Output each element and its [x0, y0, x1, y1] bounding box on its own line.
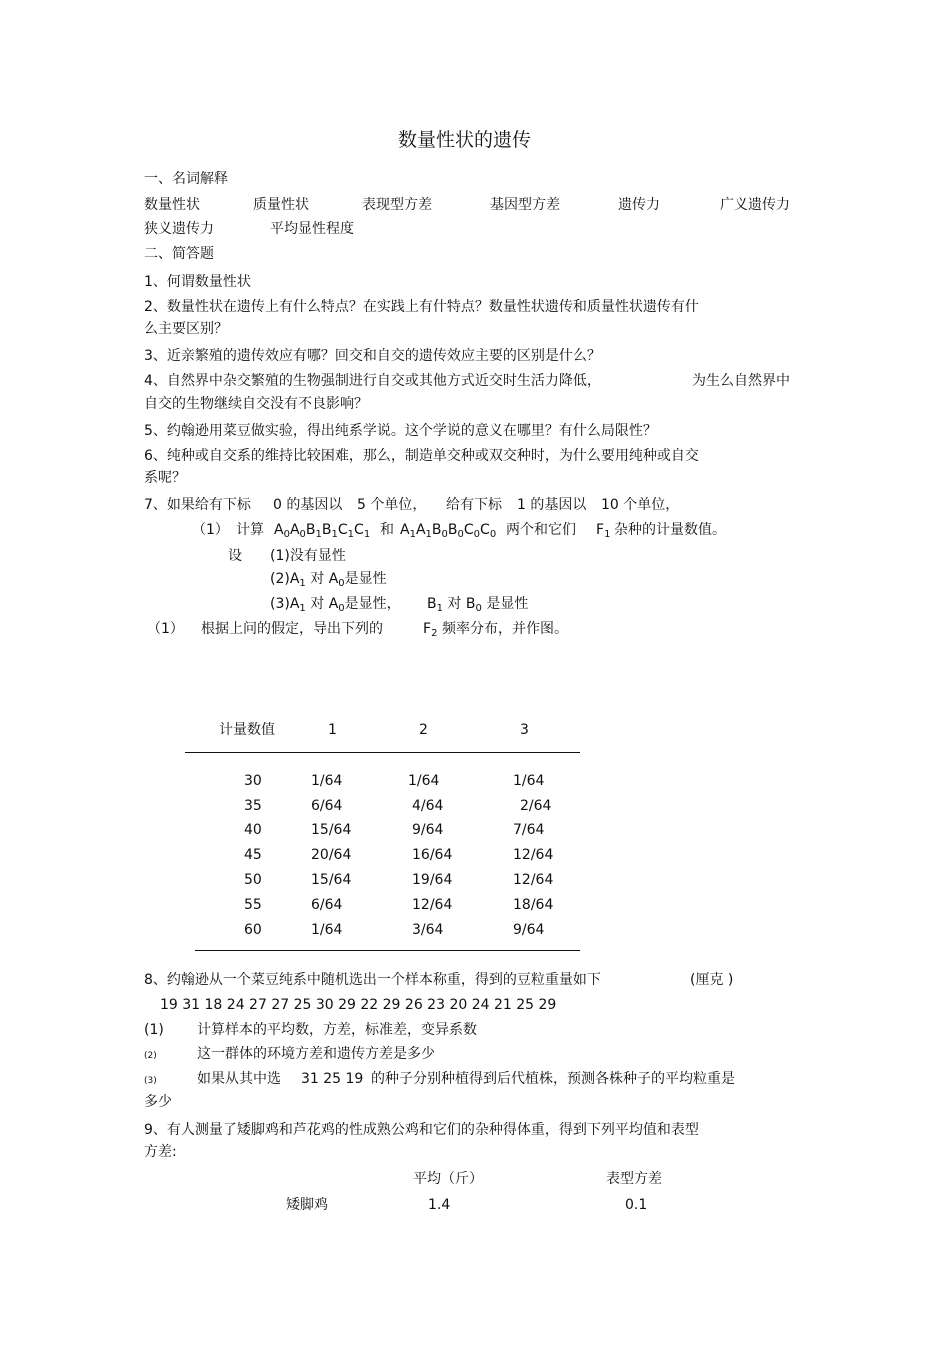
table-cell: 0.1 [625, 1197, 648, 1213]
f1-label: $F_1$ [596, 522, 611, 540]
term: 遗传力 [618, 197, 660, 213]
question-4-cont: 自交的生物继续自交没有不良影响？ [144, 396, 368, 412]
subquestion-text: 频率分布，并作图。 [442, 621, 568, 637]
subquestion-text: 计算样本的平均数，方差，标准差，变异系数 [197, 1022, 477, 1038]
table-cell: 4/64 [412, 798, 444, 814]
question-7-part: 给有下标 [446, 497, 502, 513]
table-cell: 1/64 [311, 773, 343, 789]
table-cell: 15/64 [311, 872, 352, 888]
question-7-part: 5 个单位， [357, 497, 427, 513]
table-cell: 9/64 [412, 822, 444, 838]
question-7: 7、如果给有下标 [144, 497, 251, 513]
subquestion-text: 根据上问的假定，导出下列的 [201, 621, 383, 637]
question-6-cont: 系呢？ [144, 470, 186, 486]
table-cell: 6/64 [311, 798, 343, 814]
table-cell: 矮脚鸡 [286, 1197, 328, 1213]
table-cell: 9/64 [513, 922, 545, 938]
condition-2: $(2)A_1$ 对 $A_0$是显性 [270, 571, 387, 589]
table-bottom-rule [195, 950, 580, 951]
question-9: 9、有人测量了矮脚鸡和芦花鸡的性成熟公鸡和它们的杂种得体重，得到下列平均值和表型 [144, 1122, 699, 1138]
table-cell: 55 [244, 897, 262, 913]
table-cell: 3/64 [412, 922, 444, 938]
table-cell: 15/64 [311, 822, 352, 838]
page-title: 数量性状的遗传 [398, 129, 532, 151]
condition-3: $(3)A_1$ 对 $A_0$是显性， [270, 596, 401, 614]
question-8-data: 19 31 18 24 27 27 25 30 29 22 29 26 23 20 24 21 25 29 [160, 997, 557, 1013]
question-2-cont: 么主要区别？ [144, 321, 228, 337]
table-header: 2 [419, 722, 428, 738]
assume-label: 设 [228, 548, 242, 564]
question-6: 6、纯种或自交系的维持比较困难，那么，制造单交种或双交种时，为什么要用纯种或自交 [144, 448, 699, 464]
table-cell: 12/64 [412, 897, 453, 913]
table-cell: 1/64 [311, 922, 343, 938]
table-cell: 2/64 [520, 798, 552, 814]
question-4-tail: 为生么自然界中 [692, 373, 790, 389]
condition-1: (1)没有显性 [270, 548, 346, 564]
question-7-part: 1 的基因以 [517, 497, 587, 513]
table-cell: 50 [244, 872, 262, 888]
question-8: 8、约翰逊从一个菜豆纯系中随机选出一个样本称重，得到的豆粒重量如下 [144, 972, 601, 988]
table-cell: 12/64 [513, 872, 554, 888]
subquestion-text: 31 25 19 [301, 1071, 364, 1087]
question-7-part: 0 的基因以 [273, 497, 343, 513]
subquestion-number: (1) [144, 1022, 164, 1038]
table-cell: 30 [244, 773, 262, 789]
table-cell: 1/64 [513, 773, 545, 789]
subquestion-text: 两个和它们 [506, 522, 576, 538]
table-cell: 60 [244, 922, 262, 938]
term: 质量性状 [253, 197, 309, 213]
subquestion-text: 这一群体的环境方差和遗传方差是多少 [197, 1046, 435, 1062]
table-cell: 16/64 [412, 847, 453, 863]
genotype-2: $A_1A_1B_0B_0C_0C_0$ [400, 522, 497, 540]
question-9-cont: 方差: [144, 1144, 177, 1160]
question-1: 1、何谓数量性状 [144, 274, 251, 290]
table-cell: 7/64 [513, 822, 545, 838]
subquestion-number: （1） [147, 621, 184, 637]
table-cell: 1.4 [428, 1197, 451, 1213]
table-cell: 1/64 [408, 773, 440, 789]
section-heading-terms: 一、名词解释 [144, 171, 228, 187]
subquestion-number: (2) [144, 1051, 157, 1061]
f2-label: $F_2$ [423, 621, 438, 639]
question-5: 5、约翰逊用菜豆做实验，得出纯系学说。这个学说的意义在哪里？有什么局限性？ [144, 423, 657, 439]
condition-3b: $B_1$ 对 $B_0$ 是显性 [427, 596, 529, 614]
table-cell: 45 [244, 847, 262, 863]
table-header: 1 [328, 722, 337, 738]
table-header: 计量数值 [219, 722, 275, 738]
question-2: 2、数量性状在遗传上有什么特点？在实践上有什特点？数量性状遗传和质量性状遗传有什 [144, 299, 699, 315]
table-cell: 19/64 [412, 872, 453, 888]
subquestion-number: （1） [192, 522, 229, 538]
table-top-rule [185, 752, 580, 753]
subquestion-text: 的种子分别种植得到后代植株，预测各株种子的平均粒重是 [371, 1071, 735, 1087]
subquestion-text: 和 [380, 522, 394, 538]
question-4: 4、自然界中杂交繁殖的生物强制进行自交或其他方式近交时生活力降低， [144, 373, 601, 389]
section-heading-questions: 二、简答题 [144, 246, 214, 262]
term: 表现型方差 [362, 197, 432, 213]
table-cell: 18/64 [513, 897, 554, 913]
term: 狭义遗传力 [144, 221, 214, 237]
question-8-unit: (厘克 ) [690, 972, 734, 988]
term: 广义遗传力 [720, 197, 790, 213]
subquestion-text-cont: 多少 [144, 1094, 172, 1110]
term: 数量性状 [144, 197, 200, 213]
subquestion-number: (3) [144, 1076, 157, 1086]
question-7-part: 10 个单位， [601, 497, 680, 513]
table-cell: 6/64 [311, 897, 343, 913]
table-header: 3 [520, 722, 529, 738]
table-cell: 12/64 [513, 847, 554, 863]
table-header: 平均（斤） [413, 1171, 483, 1187]
subquestion-text: 计算 [236, 522, 264, 538]
subquestion-text: 杂种的计量数值。 [614, 522, 726, 538]
table-cell: 20/64 [311, 847, 352, 863]
genotype-1: $A_0A_0B_1B_1C_1C_1$ [274, 522, 371, 540]
question-3: 3、近亲繁殖的遗传效应有哪？回交和自交的遗传效应主要的区别是什么？ [144, 348, 601, 364]
table-header: 表型方差 [606, 1171, 662, 1187]
table-cell: 40 [244, 822, 262, 838]
subquestion-text: 如果从其中选 [197, 1071, 281, 1087]
term: 基因型方差 [490, 197, 560, 213]
term: 平均显性程度 [270, 221, 354, 237]
table-cell: 35 [244, 798, 262, 814]
